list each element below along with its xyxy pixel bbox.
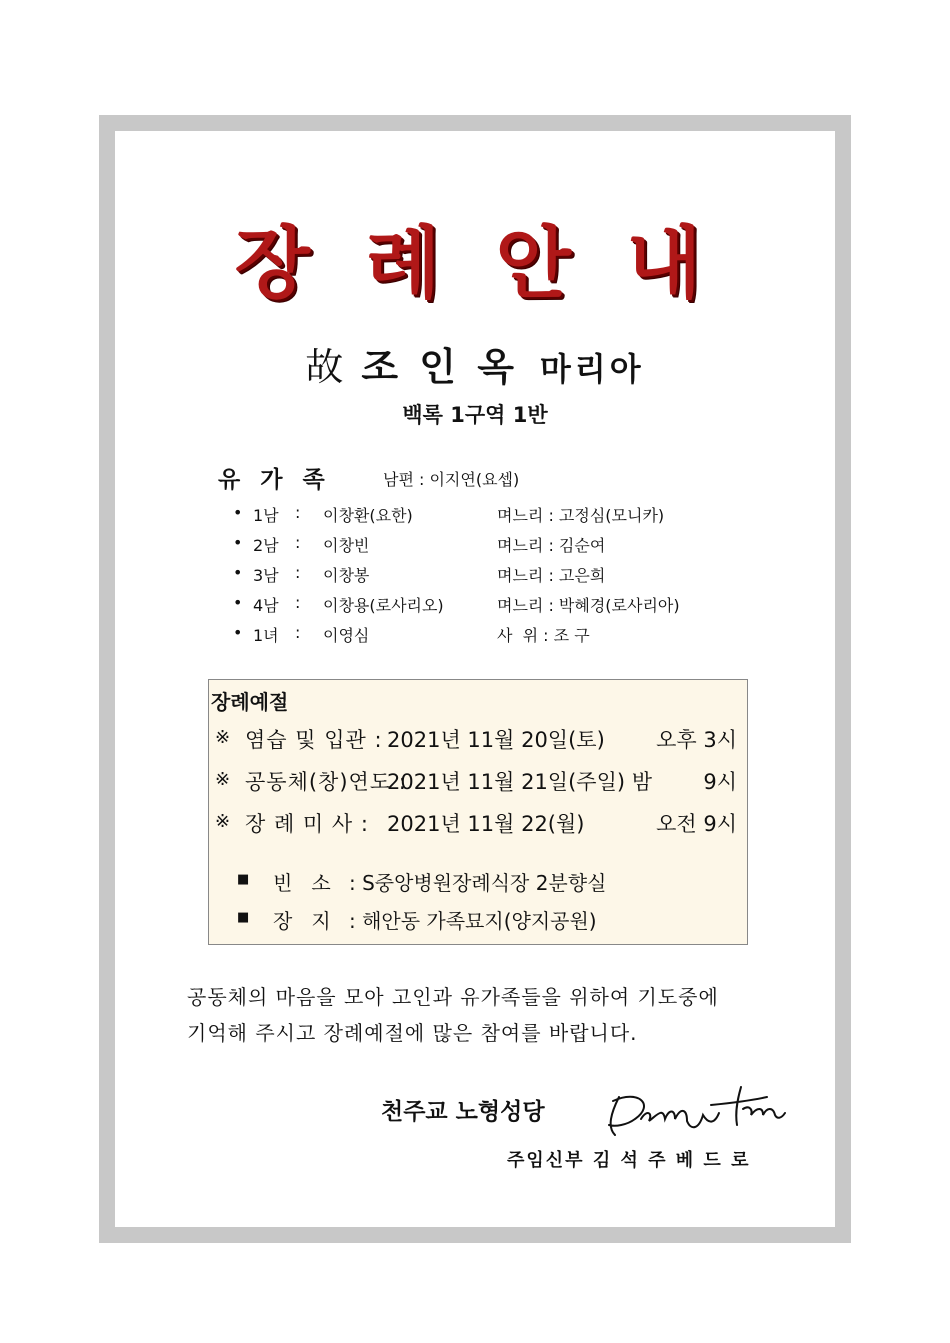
document-frame	[99, 115, 851, 1243]
family-spouse: 며느리 : 김순여	[497, 536, 606, 555]
family-relation: 1녀	[253, 626, 279, 645]
family-spouse: 사 위 : 조 구	[497, 626, 590, 645]
bullet-icon: •	[233, 623, 243, 642]
family-spouse: 며느리 : 박혜경(로사리아)	[497, 596, 680, 615]
family-colon: :	[295, 503, 301, 522]
ceremony-time: 오전 9시	[656, 812, 737, 836]
ceremony-date: 2021년 11월 20일(토)	[387, 728, 605, 752]
message-line: 공동체의 마음을 모아 고인과 유가족들을 위하여 기도중에	[187, 985, 719, 1009]
family-name: 이영심	[323, 626, 370, 645]
place-value: : S중앙병원장례식장 2분향실	[349, 871, 607, 895]
ceremony-label: 공동체(창)연도 :	[245, 770, 407, 794]
place-label: 장 지	[273, 909, 331, 933]
family-colon: :	[295, 623, 301, 642]
square-bullet-icon: ■	[237, 872, 250, 887]
family-row	[233, 503, 733, 533]
family-relation: 1남	[253, 506, 279, 525]
family-colon: :	[295, 533, 301, 552]
family-row	[233, 533, 733, 563]
bullet-icon: •	[233, 593, 243, 612]
family-relation: 4남	[253, 596, 279, 615]
ceremony-label: 염습 및 입관 :	[245, 728, 383, 752]
page-title: 장 례 안 내	[234, 219, 716, 309]
parish-name: 천주교 노형성당	[381, 1099, 545, 1125]
family-relation: 3남	[253, 566, 279, 585]
place-value: : 해안동 가족묘지(양지공원)	[349, 909, 597, 933]
bullet-icon: •	[233, 563, 243, 582]
family-name: 이창환(요한)	[323, 506, 413, 525]
ceremony-row	[215, 808, 737, 844]
baptismal-name: 마리아	[539, 350, 645, 388]
family-row	[233, 623, 733, 653]
family-colon: :	[295, 593, 301, 612]
ceremony-label: 장 례 미 사 :	[245, 812, 369, 836]
ceremony-row	[215, 766, 737, 802]
family-name: 이창빈	[323, 536, 370, 555]
message-line: 기억해 주시고 장례예절에 많은 참여를 바랍니다.	[187, 1021, 638, 1045]
ceremony-time: 오후 3시	[656, 728, 737, 752]
deceased-prefix: 故	[305, 345, 348, 389]
ceremony-box	[208, 679, 748, 945]
family-list	[233, 503, 733, 653]
deceased-name: 조 인 옥	[361, 345, 518, 389]
district: 백록 1구역 1반	[402, 403, 548, 427]
message-paragraph	[187, 979, 787, 1051]
family-relation: 2남	[253, 536, 279, 555]
ceremony-date: 2021년 11월 21일(주일) 밤	[387, 770, 653, 794]
family-row	[233, 563, 733, 593]
family-spouse: 며느리 : 고정심(모니카)	[497, 506, 665, 525]
reference-mark-icon: ※	[215, 811, 231, 832]
family-spouse: 며느리 : 고은희	[497, 566, 606, 585]
square-bullet-icon: ■	[237, 910, 250, 925]
document-page	[115, 131, 835, 1227]
ceremony-date: 2021년 11월 22(월)	[387, 812, 585, 836]
deceased-name-line	[115, 336, 835, 391]
reference-mark-icon: ※	[215, 769, 231, 790]
family-row	[233, 593, 733, 623]
ceremony-row	[215, 724, 737, 760]
pastor-name: 주임신부 김 석 주 베 드 로	[507, 1150, 751, 1171]
family-name: 이창봉	[323, 566, 370, 585]
bullet-icon: •	[233, 533, 243, 552]
family-heading: 유 가 족	[218, 467, 331, 493]
reference-mark-icon: ※	[215, 727, 231, 748]
family-colon: :	[295, 563, 301, 582]
place-label: 빈 소	[273, 871, 331, 895]
spouse-entry: 남편 : 이지연(요셉)	[383, 470, 520, 489]
signature-image	[591, 1079, 791, 1141]
ceremony-time: 9시	[703, 770, 737, 794]
family-name: 이창용(로사리오)	[323, 596, 444, 615]
ceremony-title: 장례예절	[211, 690, 289, 714]
bullet-icon: •	[233, 503, 243, 522]
